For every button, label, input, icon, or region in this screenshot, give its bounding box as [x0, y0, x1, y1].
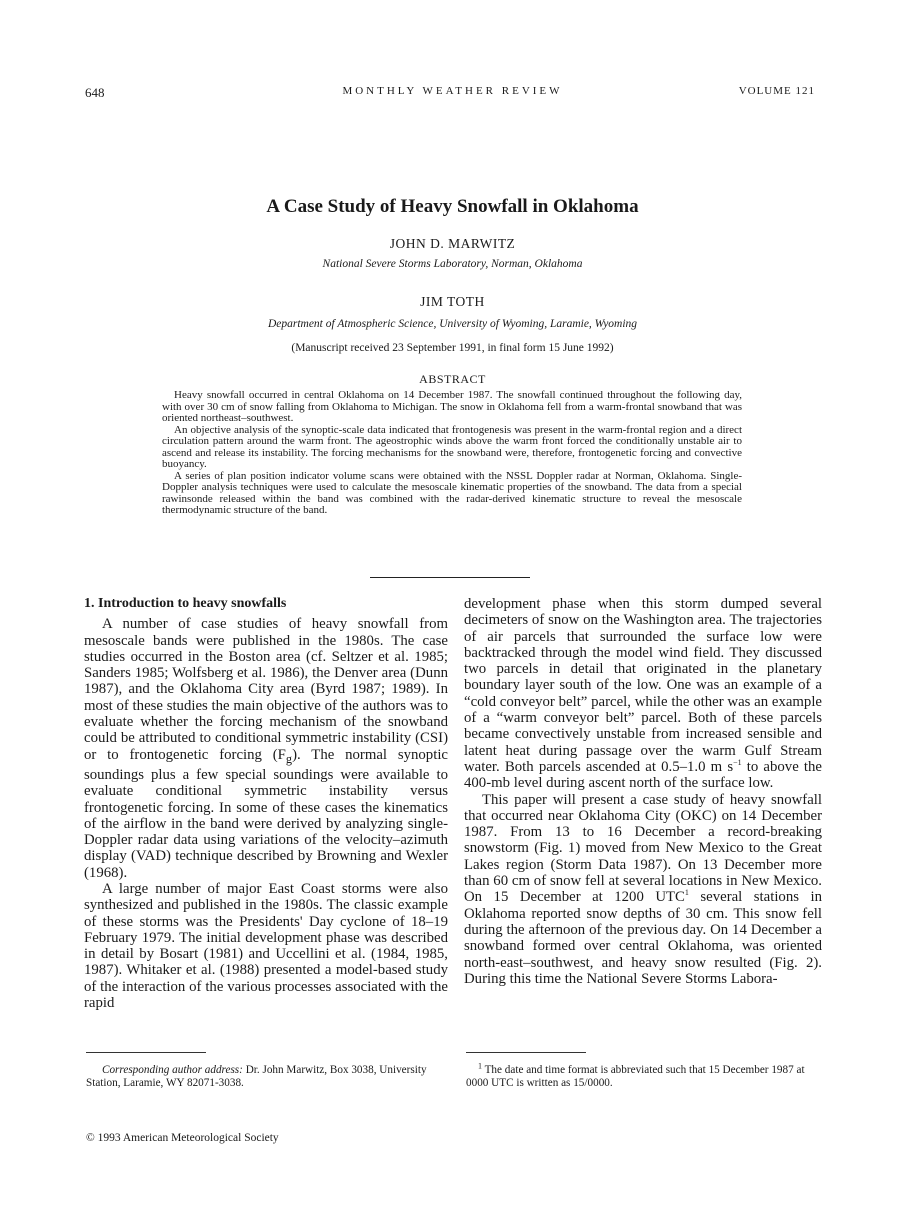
section-heading: 1. Introduction to heavy snowfalls — [84, 596, 287, 611]
page-number: 648 — [85, 85, 105, 100]
abstract-paragraph: Heavy snowfall occurred in central Oklahoma on 14 December 1987. The snowfall continued throughout the following day, with over 30 cm of snow falling from Oklahoma to Michigan. The snow in Oklahoma fell from a warm-frontal snowband that was oriented northeast–southwest. — [162, 389, 742, 424]
author-name: JIM TOTH — [420, 294, 485, 309]
footnote-rule — [86, 1052, 206, 1053]
subscript: g — [285, 751, 293, 766]
copyright-notice: © 1993 American Meteorological Society — [86, 1132, 279, 1144]
footnote-label: Corresponding author address: — [102, 1064, 243, 1076]
footnote-marker: 1 — [684, 888, 689, 898]
abstract-paragraph: An objective analysis of the synoptic-scale data indicated that frontogenesis was present in the warm-frontal region and a direct circulation pattern around the warm front. The ageostrophic winds above the warm front forced the conditionally unstable air to ascend and release its instability. The forcing mechanisms for the snowband were, therefore, frontogenetic forcing and convective buoyancy. — [162, 423, 742, 470]
abstract-heading: ABSTRACT — [419, 372, 486, 386]
footnote-rule — [466, 1052, 586, 1053]
body-text: to above the 400-mb level during ascent north of the surface low. — [464, 758, 823, 792]
author-affiliation: National Severe Storms Laboratory, Norman, Oklahoma — [322, 258, 583, 270]
abstract-body — [162, 390, 742, 517]
body-text: ). The normal synoptic soundings plus a few special soundings were available to evaluate conditional symmetric instability versus frontogenetic forcing. In some of these cases the kinematics of the airflow in the band were derived by analyzing single-Doppler radar data using variations of the velocity–azimuth display (VAD) technique described by Browning and Wexler (1968). — [84, 746, 448, 881]
body-column-left — [84, 596, 448, 1011]
paper-title: A Case Study of Heavy Snowfall in Oklahoma — [266, 196, 639, 217]
body-paragraph: A large number of major East Coast storms were also synthesized and published in the 1980s. The classic example of these storms was the Presidents' Day cyclone of 18–19 February 1979. The initial development phase was described in detail by Bosart (1981) and Uccellini et al. (1984, 1985, 1987). Whitaker et al. (1988) presented a model-based study of the interaction of the various processes associated with the rapid — [84, 881, 448, 1012]
body-text: several stations in Oklahoma reported snow depths of 30 cm. This snow fell during the afternoon of the previous day. On 14 December a snowband formed over central Oklahoma, was oriented north-east–southwest, and heavy snow resulted (Fig. 2). During this time the National Severe Storms Labora- — [464, 889, 822, 987]
body-paragraph — [84, 616, 448, 881]
journal-name: MONTHLY WEATHER REVIEW — [342, 85, 563, 97]
superscript: −1 — [733, 758, 742, 768]
body-paragraph — [464, 792, 822, 988]
corresponding-author-footnote — [86, 1064, 456, 1090]
section-divider — [370, 577, 530, 578]
body-paragraph — [464, 596, 822, 792]
body-column-right — [464, 596, 822, 987]
footnote-marker: 1 — [478, 1061, 482, 1071]
footnote-text: Dr. John Marwitz, Box 3038, University Station, Laramie, WY 82071-3038. — [86, 1064, 427, 1089]
abstract-paragraph: A series of plan position indicator volume scans were obtained with the NSSL Doppler radar at Norman, Oklahoma. Single-Doppler analysis techniques were used to calculate the mesoscale kinematic properties of the snowband. The data from a special rawinsonde released within the band was combined with the radar-derived kinematic structure to reveal the mesoscale thermodynamic structure of the band. — [162, 469, 742, 516]
body-text: A number of case studies of heavy snowfall from mesoscale bands were published in the 1980s. The case studies occurred in the Boston area (cf. Seltzer et al. 1985; Sanders 1985; Wolfsberg et al. 1986), the Denver area (Dunn 1987), and the Oklahoma City area (Byrd 1987; 1989). In most of these studies the main objective of the authors was to evaluate whether the forcing mechanism of the snowband could be attributed to conditional symmetric instability (CSI) or to frontogenetic forcing (F — [84, 616, 448, 763]
author-affiliation: Department of Atmospheric Science, University of Wyoming, Laramie, Wyoming — [267, 318, 638, 330]
date-format-footnote — [466, 1061, 826, 1090]
body-text: development phase when this storm dumped several decimeters of snow on the Washington area. The trajectories of air parcels that surrounded the surface low were backtracked through the model wind field. They discussed two parcels in detail that originated in the planetary boundary layer south of the low. One was an example of a “cold conveyor belt” parcel, while the other was an example of a “warm conveyor belt” parcel. Both of these parcels became convectively unstable from increased sensible and latent heat during passage over the warm Gulf Stream water. Both parcels ascended at 0.5–1.0 m s — [464, 596, 822, 775]
footnote-text: The date and time format is abbreviated such that 15 December 1987 at 0000 UTC is written as 15/0000. — [466, 1064, 805, 1089]
volume-label: VOLUME 121 — [738, 85, 815, 97]
manuscript-dates: (Manuscript received 23 September 1991, in final form 15 June 1992) — [291, 342, 614, 354]
author-name: JOHN D. MARWITZ — [389, 236, 516, 251]
body-text: This paper will present a case study of heavy snowfall that occurred near Oklahoma City (OKC) on 14 December 1987. From 13 to 16 December a record-breaking snowstorm (Fig. 1) moved from New Mexico to the Great Lakes region (Storm Data 1987). On 13 December more than 60 cm of snow fell at several locations in New Mexico. On 15 December at 1200 UTC — [464, 791, 822, 906]
